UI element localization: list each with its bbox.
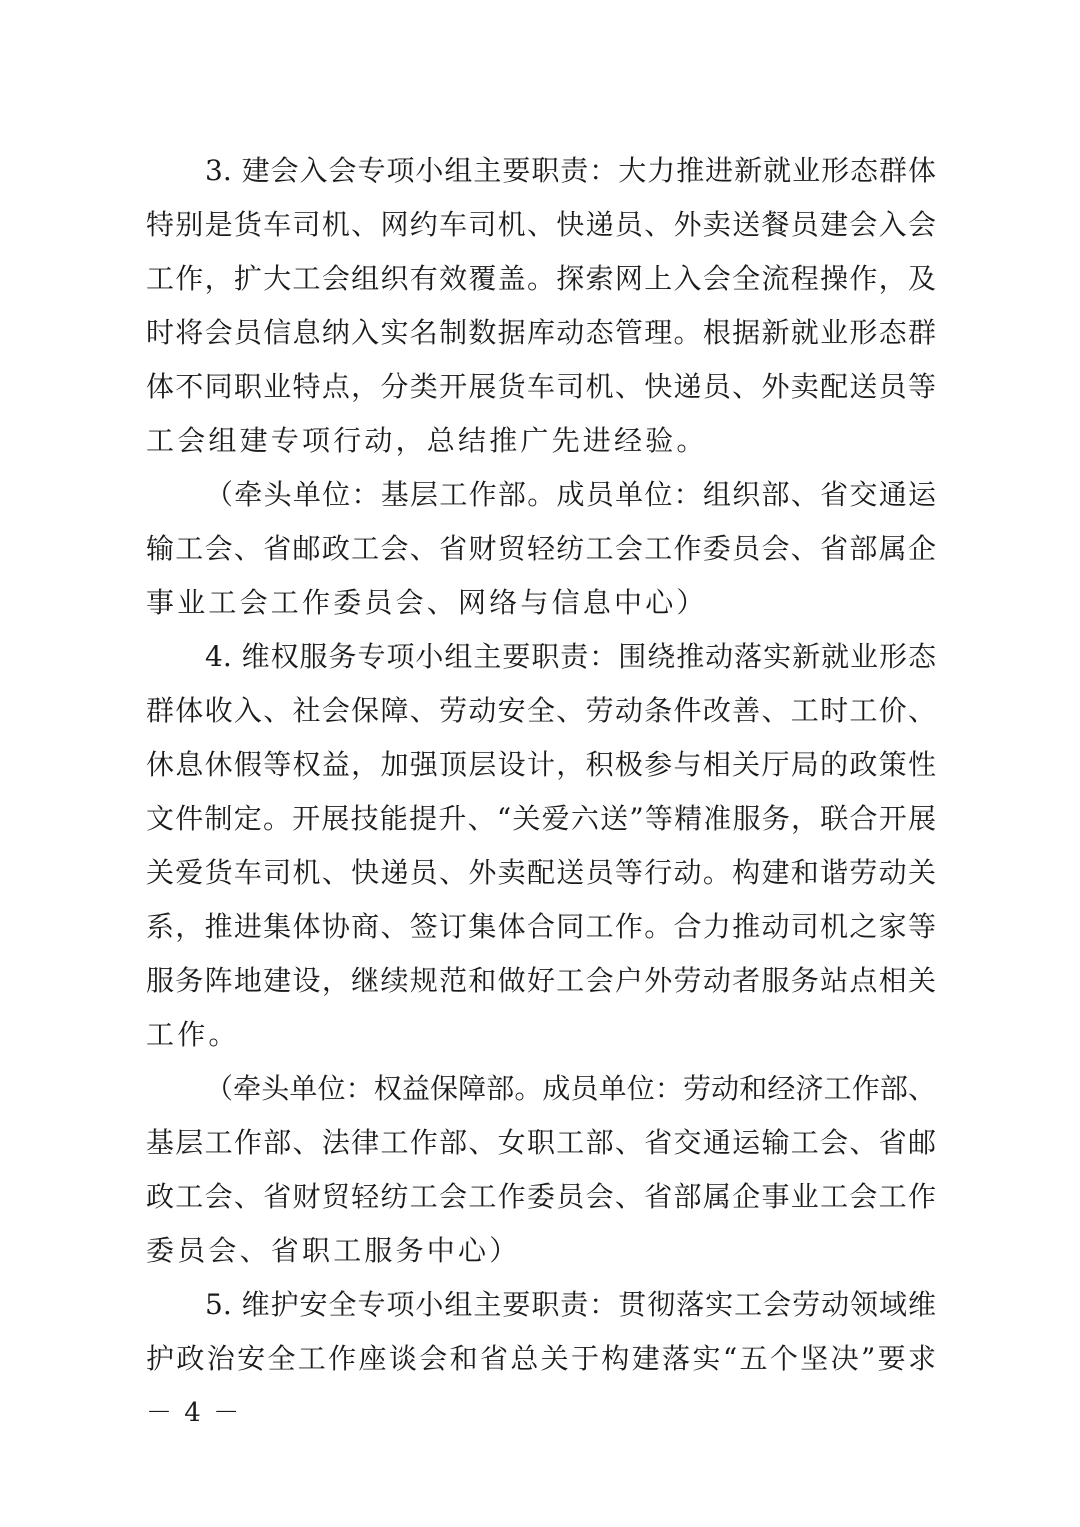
text-line: （牵头单位：权益保障部。成员单位：劳动和经济工作部、	[205, 1072, 936, 1105]
text-line: 关爱货车司机、快递员、外卖配送员等行动。构建和谐劳动关	[146, 856, 936, 889]
text-line: 事业工会工作委员会、网络与信息中心）	[146, 586, 708, 619]
text-line: 护政治安全工作座谈会和省总关于构建落实“五个坚决”要求	[146, 1342, 936, 1375]
text-line: 政工会、省财贸轻纺工会工作委员会、省部属企事业工会工作	[146, 1180, 936, 1213]
text-line: 特别是货车司机、网约车司机、快递员、外卖送餐员建会入会	[146, 208, 936, 241]
text-line: 体不同职业特点，分类开展货车司机、快递员、外卖配送员等	[146, 370, 936, 403]
text-line: 系，推进集体协商、签订集体合同工作。合力推动司机之家等	[146, 910, 936, 943]
text-line: 工会组建专项行动，总结推广先进经验。	[146, 424, 708, 457]
text-line: 工作。	[146, 1018, 240, 1051]
text-line: 时将会员信息纳入实名制数据库动态管理。根据新就业形态群	[146, 316, 936, 349]
text-line: 休息休假等权益，加强顶层设计，积极参与相关厅局的政策性	[146, 748, 936, 781]
page-number: － 4 －	[146, 1398, 242, 1428]
text-line: （牵头单位：基层工作部。成员单位：组织部、省交通运	[205, 478, 936, 511]
text-line: 委员会、省职工服务中心）	[146, 1234, 521, 1267]
text-line: 输工会、省邮政工会、省财贸轻纺工会工作委员会、省部属企	[146, 532, 936, 565]
text-line: 4. 维权服务专项小组主要职责：围绕推动落实新就业形态	[205, 640, 936, 673]
text-line: 工作，扩大工会组织有效覆盖。探索网上入会全流程操作，及	[146, 262, 936, 295]
text-line: 3. 建会入会专项小组主要职责：大力推进新就业形态群体	[205, 154, 936, 187]
text-line: 服务阵地建设，继续规范和做好工会户外劳动者服务站点相关	[146, 964, 936, 997]
text-line: 文件制定。开展技能提升、“关爱六送”等精准服务，联合开展	[146, 802, 936, 835]
text-line: 基层工作部、法律工作部、女职工部、省交通运输工会、省邮	[146, 1126, 936, 1159]
text-line: 5. 维护安全专项小组主要职责：贯彻落实工会劳动领域维	[205, 1288, 936, 1321]
text-line: 群体收入、社会保障、劳动安全、劳动条件改善、工时工价、	[146, 694, 936, 727]
